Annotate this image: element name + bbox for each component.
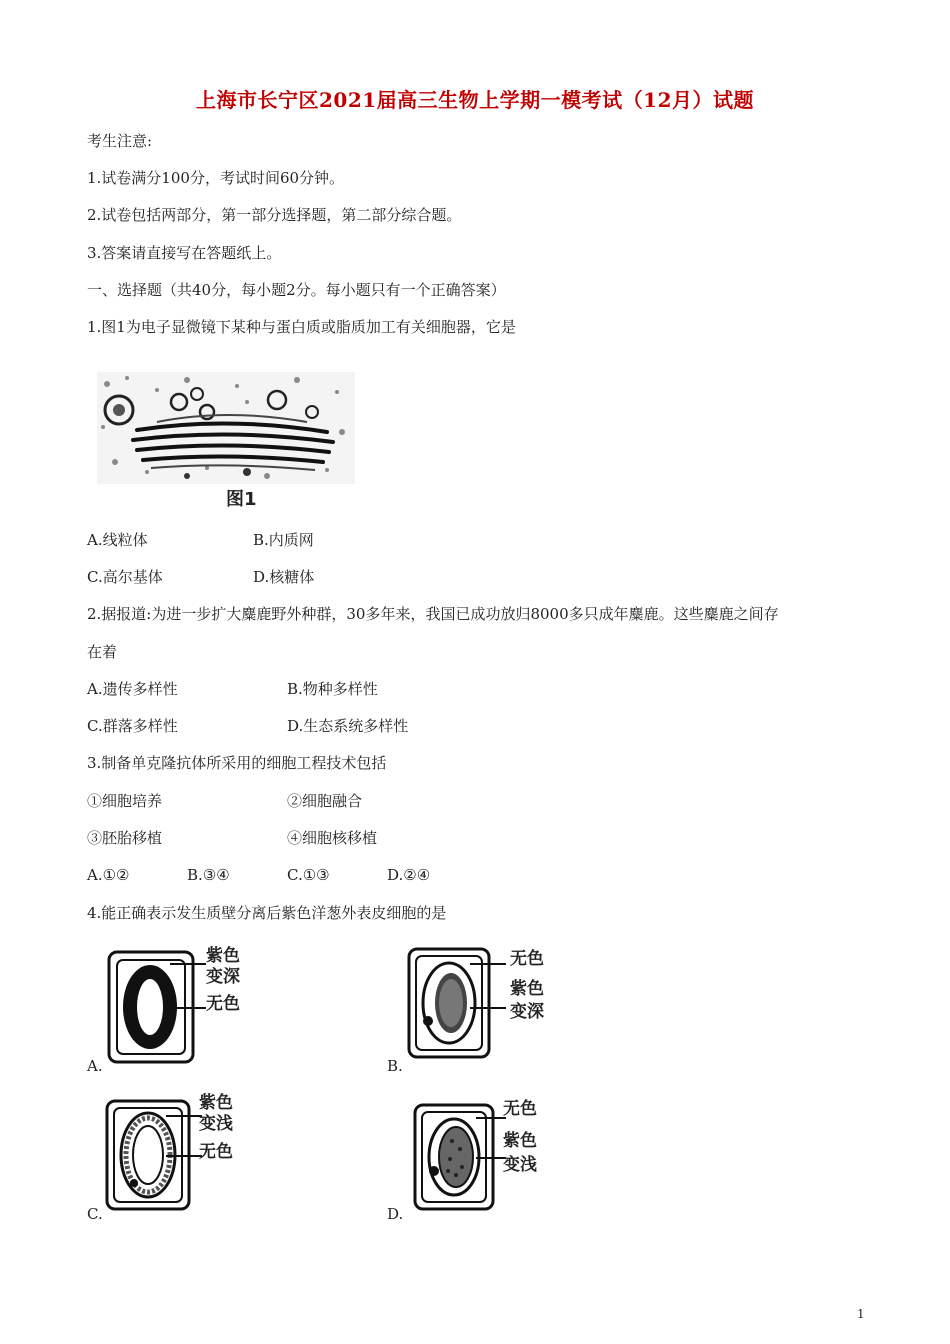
q4-option-c: C. — [87, 1205, 103, 1223]
q4-d-label-bottom-2: 变浅 — [503, 1155, 537, 1175]
page-title: 上海市长宁区2021届高三生物上学期一模考试（12月）试题 — [196, 88, 754, 112]
q3-item-3: ③胚胎移植 — [87, 829, 163, 847]
figure-1-caption: 图1 — [226, 489, 257, 510]
q2-option-b: B.物种多样性 — [287, 680, 378, 698]
q4-option-a: A. — [87, 1057, 103, 1075]
q4-b-label-bottom-2: 变深 — [510, 1002, 544, 1022]
question-2-stem-line1: 2.据报道:为进一步扩大麋鹿野外种群，30多年来，我国已成功放归8000多只成年麋鹿。这些麋鹿之间存 — [87, 605, 779, 623]
q2-option-c: C.群落多样性 — [87, 717, 178, 735]
page-number: 1 — [857, 1307, 865, 1321]
q4-b-label-top-1: 无色 — [510, 949, 544, 969]
q1-option-c: C.高尔基体 — [87, 568, 163, 586]
notice-item-3: 3.答案请直接写在答题纸上。 — [87, 244, 282, 262]
notice-item-2: 2.试卷包括两部分，第一部分选择题，第二部分综合题。 — [87, 206, 462, 224]
q3-item-4: ④细胞核移植 — [287, 829, 378, 847]
notice-item-1: 1.试卷满分100分，考试时间60分钟。 — [87, 169, 345, 187]
q1-option-d: D.核糖体 — [253, 568, 315, 586]
golgi-micrograph-image — [97, 372, 355, 484]
q3-option-b: B.③④ — [187, 866, 230, 884]
section-heading: 一、选择题（共40分，每小题2分。每小题只有一个正确答案） — [87, 281, 506, 299]
q3-option-c: C.①③ — [287, 866, 330, 884]
q3-option-a: A.①② — [87, 866, 130, 884]
q2-option-a: A.遗传多样性 — [87, 680, 178, 698]
q4-a-label-top-2: 变深 — [206, 967, 240, 987]
q4-figure-a-pointers — [170, 958, 210, 1018]
q4-a-label-top-1: 紫色 — [206, 946, 240, 966]
q4-option-d: D. — [387, 1205, 404, 1223]
q4-option-b: B. — [387, 1057, 403, 1075]
q3-item-1: ①细胞培养 — [87, 792, 163, 810]
question-4-stem: 4.能正确表示发生质壁分离后紫色洋葱外表皮细胞的是 — [87, 904, 447, 922]
q3-item-2: ②细胞融合 — [287, 792, 363, 810]
q1-option-a: A.线粒体 — [87, 531, 148, 549]
q4-b-label-bottom-1: 紫色 — [510, 979, 544, 999]
question-1-stem: 1.图1为电子显微镜下某种与蛋白质或脂质加工有关细胞器，它是 — [87, 318, 516, 336]
q3-option-d: D.②④ — [387, 866, 431, 884]
q4-c-label-bottom-1: 无色 — [199, 1142, 233, 1162]
question-3-stem: 3.制备单克隆抗体所采用的细胞工程技术包括 — [87, 754, 387, 772]
q4-d-label-top-1: 无色 — [503, 1099, 537, 1119]
q4-a-label-bottom-1: 无色 — [206, 994, 240, 1014]
q4-figure-b-pointers — [470, 958, 510, 1018]
q2-option-d: D.生态系统多样性 — [287, 717, 409, 735]
q4-c-label-top-1: 紫色 — [199, 1093, 233, 1113]
notice-heading: 考生注意: — [87, 132, 153, 150]
q4-d-label-bottom-1: 紫色 — [503, 1131, 537, 1151]
question-2-stem-line2: 在着 — [87, 643, 118, 661]
q4-c-label-top-2: 变浅 — [199, 1114, 233, 1134]
q1-option-b: B.内质网 — [253, 531, 314, 549]
